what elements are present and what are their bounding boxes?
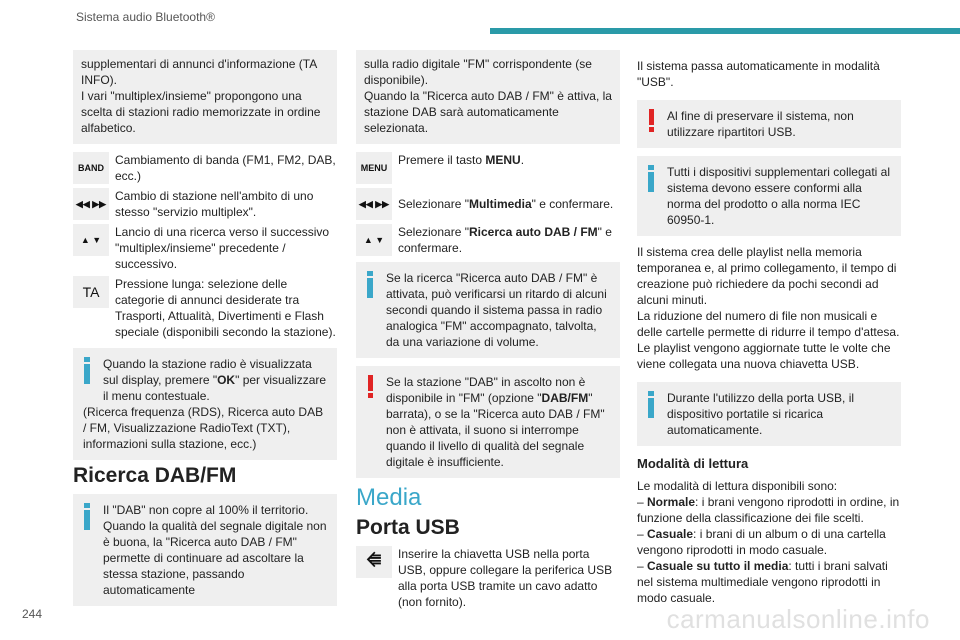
note-text: Quando la stazione radio è visualizzata sul display, premere "OK" per visualizzare il menu contestuale. bbox=[103, 357, 327, 403]
section-heading: Ricerca DAB/FM bbox=[73, 464, 237, 487]
watermark: carmanualsonline.info bbox=[666, 604, 930, 634]
header-title: Sistema audio Bluetooth® bbox=[76, 10, 215, 24]
text: sulla radio digitale "FM" corrispondente (se disponibile). bbox=[364, 57, 592, 87]
key-desc: Cambio di stazione nell'ambito di uno stesso "servizio multiplex". bbox=[115, 189, 314, 219]
info-icon bbox=[84, 357, 90, 384]
note-text: Durante l'utilizzo della porta USB, il dispositivo portatile si ricarica automaticamente. bbox=[667, 391, 855, 437]
text: Il sistema crea delle playlist nella memoria temporanea e, al primo collegamento, il tempo di creazione può richiedere da pochi secondi ad alcuni minuti. bbox=[637, 245, 897, 307]
note-continued bbox=[73, 50, 337, 144]
text: La riduzione del numero di file non musicali e delle cartelle permette di ridurre il tempo d'attesa. Le playlist vengono aggiornate tutte le volte che viene collegata una nuova chiavetta USB. bbox=[637, 309, 900, 371]
up-down-arrows-icon: ▲ ▼ bbox=[73, 224, 109, 256]
key-row-ta bbox=[73, 276, 337, 340]
seek-arrows-icon: ◀◀ ▶▶ bbox=[356, 188, 392, 220]
note-continued bbox=[356, 50, 620, 144]
seek-arrows-icon: ◀◀ ▶▶ bbox=[73, 188, 109, 220]
list-item: – Casuale su tutto il media: tutti i brani salvati nel sistema multimediale vengono riprodotti in modo casuale. bbox=[637, 559, 888, 605]
note-text: (Ricerca frequenza (RDS), Ricerca auto DAB / FM, Visualizzazione RadioText (TXT), informazioni sulla stazione, ecc.) bbox=[83, 405, 324, 451]
key-row-updown bbox=[73, 224, 337, 272]
warning-note bbox=[637, 100, 901, 148]
column-3 bbox=[637, 50, 901, 606]
info-note bbox=[73, 348, 337, 460]
warning-icon bbox=[368, 375, 374, 398]
usb-row bbox=[356, 546, 620, 610]
info-icon bbox=[367, 271, 373, 298]
text: supplementari di annunci d'informazione (TA INFO). bbox=[81, 57, 317, 87]
step-text: Selezionare "Multimedia" e confermare. bbox=[398, 197, 614, 211]
band-button-icon: BAND bbox=[73, 152, 109, 184]
key-row-band bbox=[73, 152, 337, 184]
usb-text: Inserire la chiavetta USB nella porta USB, oppure collegare la periferica USB alla porta USB tramite un cavo adatto (non fornito). bbox=[398, 547, 613, 609]
step-text: Premere il tasto MENU. bbox=[398, 153, 525, 167]
step-row bbox=[356, 224, 620, 256]
note-text: Se la stazione "DAB" in ascolto non è disponibile in "FM" (opzione "DAB/FM" barrata), o se la "Ricerca auto DAB / FM" non è attivata, il suono si interrompe quando il livello di qualità del segnale digitale è insufficiente. bbox=[386, 375, 605, 469]
text: Le modalità di lettura disponibili sono: bbox=[637, 479, 838, 493]
warning-note bbox=[356, 366, 620, 478]
note-text: Se la ricerca "Ricerca auto DAB / FM" è attivata, può verificarsi un ritardo di alcuni secondi quando il sistema passa in radio analogica "FM" accompagnato, talvolta, da una variazione di volume. bbox=[386, 271, 607, 349]
info-note bbox=[73, 494, 337, 606]
page-number: 244 bbox=[22, 607, 43, 621]
section-heading: Modalità di lettura bbox=[637, 456, 749, 471]
list-item: – Casuale: i brani di un album o di una cartella vengono riprodotti in modo casuale. bbox=[637, 527, 886, 557]
info-note bbox=[637, 156, 901, 236]
key-desc: Cambiamento di banda (FM1, FM2, DAB, ecc.) bbox=[115, 153, 336, 183]
key-desc: Pressione lunga: selezione delle categorie di annunci desiderate tra Trasporti, Attualità, Divertimenti e Flash speciale (disponibili secondo la stazione). bbox=[115, 277, 336, 339]
list-item: – Normale: i brani vengono riprodotti in ordine, in funzione della classificazione dei file scelti. bbox=[637, 495, 900, 525]
step-row bbox=[356, 188, 620, 220]
usb-icon: ⭅ bbox=[356, 546, 392, 578]
info-icon bbox=[84, 503, 90, 530]
info-note bbox=[356, 262, 620, 358]
header-accent-bar bbox=[490, 28, 960, 34]
text: Quando la "Ricerca auto DAB / FM" è attiva, la stazione DAB sarà automaticamente selezionata. bbox=[364, 89, 612, 135]
up-down-arrows-icon: ▲ ▼ bbox=[356, 224, 392, 256]
info-icon bbox=[648, 165, 654, 192]
step-row bbox=[356, 152, 620, 184]
info-icon bbox=[648, 391, 654, 418]
note-text: Il "DAB" non copre al 100% il territorio. Quando la qualità del segnale digitale non è buona, la "Ricerca auto DAB / FM" permette di continuare ad ascoltare la stessa stazione, passando automaticamente bbox=[103, 503, 327, 597]
section-heading: Porta USB bbox=[356, 516, 460, 539]
menu-button-icon: MENU bbox=[356, 152, 392, 184]
key-desc: Lancio di una ricerca verso il successivo "multiplex/insieme" precedente / successivo. bbox=[115, 225, 330, 271]
step-text: Selezionare "Ricerca auto DAB / FM" e confermare. bbox=[398, 225, 612, 255]
key-row-seek bbox=[73, 188, 337, 220]
chapter-heading: Media bbox=[356, 484, 422, 511]
column-1 bbox=[73, 50, 337, 614]
text: I vari "multiplex/insieme" propongono una scelta di stazioni radio memorizzate in ordine alfabetico. bbox=[81, 89, 321, 135]
info-note bbox=[637, 382, 901, 446]
note-text: Al fine di preservare il sistema, non utilizzare ripartitori USB. bbox=[667, 109, 854, 139]
column-2 bbox=[356, 50, 620, 614]
text: Il sistema passa automaticamente in modalità "USB". bbox=[637, 59, 880, 89]
note-text: Tutti i dispositivi supplementari collegati al sistema devono essere conformi alla norma del prodotto o alla norma IEC 60950-1. bbox=[667, 165, 890, 227]
warning-icon bbox=[649, 109, 655, 132]
ta-button-icon: TA bbox=[73, 276, 109, 308]
